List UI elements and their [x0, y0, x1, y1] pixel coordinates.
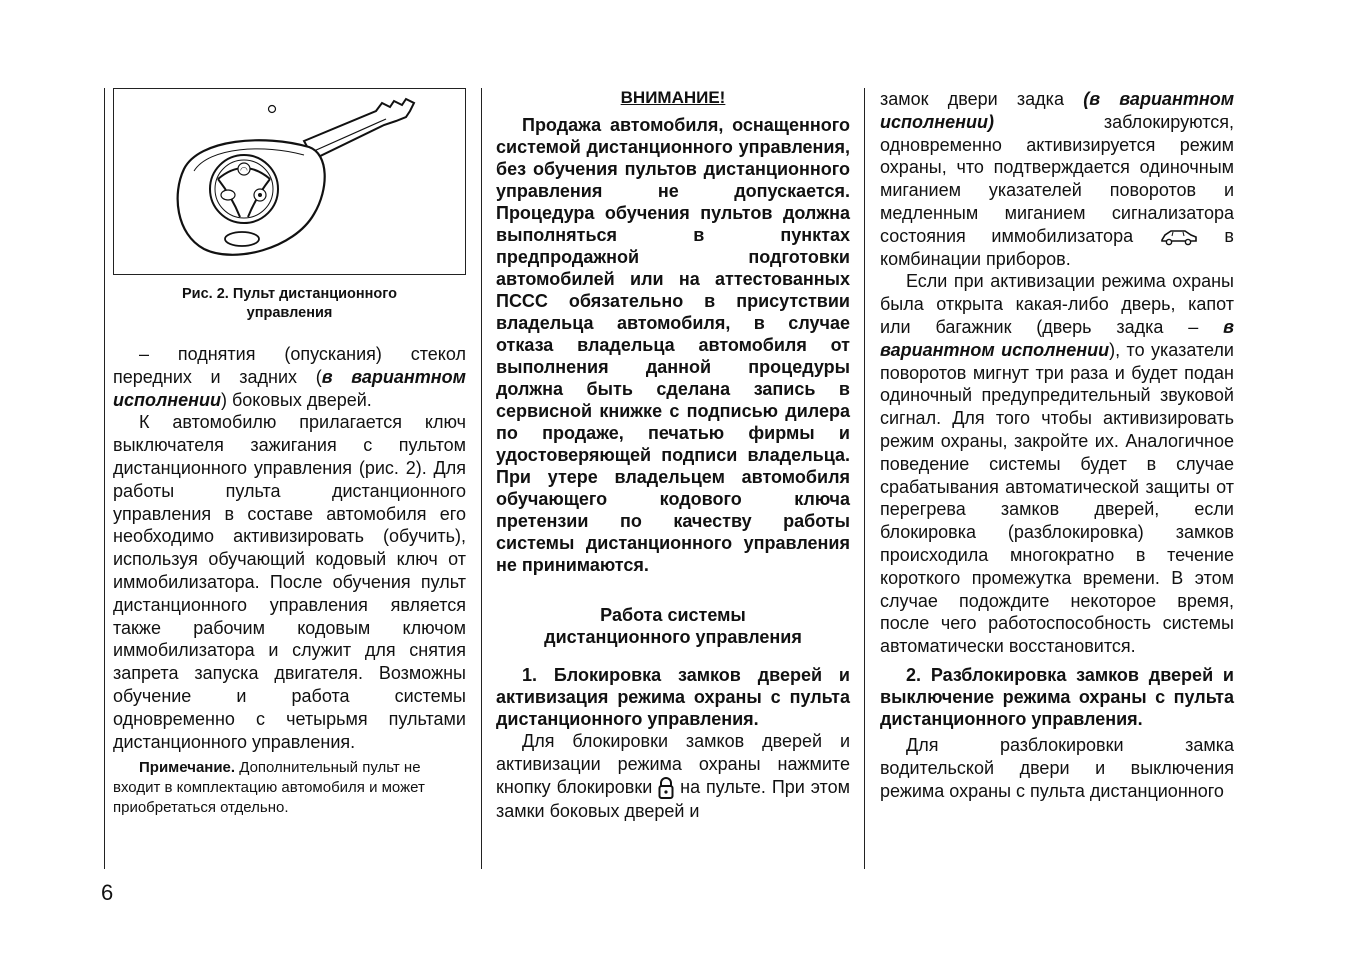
section-title — [496, 604, 850, 648]
section-title-line1: Работа системы — [600, 605, 746, 625]
attention-text: Продажа автомобиля, оснащенного системой дистанционного управления, без обучения пультов дистанционного управления не допускается. Процедура обучения пультов должна выполняться в пунктах предпродажной подготовки автомобилей или на аттестованных ПССС обязательно в присутствии владельца автомобиля, в случае отказа владельца автомобиля от выполнения данной процедуры должна быть сделана запись в сервисной книжке с подписью дилера по продаже, печатью фирмы и удостоверяющей подписи владельца. При утере владельцем автомобиля обучающего кодового ключа претензии по качеству работы системы дистанционного управления не принимаются. — [496, 115, 850, 575]
figure-caption-line2: управления — [246, 305, 333, 321]
figure-remote-control — [113, 88, 466, 275]
note-text: Дополнительный пульт не входит в комплектацию автомобиля и может приобретаться отдельно. — [113, 759, 425, 817]
svg-text:◠: ◠ — [240, 166, 248, 176]
subhead-unlocking: 2. Разблокировка замков дверей и выключение режима охраны с пульта дистанционного управления. — [880, 664, 1234, 729]
column-1 — [113, 88, 466, 868]
column-rule-1 — [481, 88, 482, 869]
paragraph-locking: Для блокировки замков дверей и активизации режима охраны нажмите кнопку блокировки на пульте. При этом замки боковых дверей и — [496, 731, 850, 821]
paragraph-open-door: Если при активизации режима охраны была открыта какая-либо дверь, капот или багажник (дверь задка – в вариантном исполнении), то указатели поворотов мигнут три раза и будет подан одиночный предупредительный звуковой сигнал. Для того чтобы активизировать режим охраны, закройте их. Аналогичное поведение системы будет в случае срабатывания автоматической защиты от перегрева замков дверей, если блокировка (разблокировка) замков происходила многократно в течение короткого промежутка времени. В этом случае подождите некоторое время, после чего работоспособность системы автоматически восстановится. — [880, 271, 1234, 657]
remote-key-illustration — [114, 89, 464, 273]
attention-title: ВНИМАНИЕ! — [620, 88, 726, 107]
attention-block — [496, 88, 850, 576]
paragraph-unlocking: Для разблокировки замка водительской двери и выключения режима охраны с пульта дистанционного — [880, 734, 1234, 801]
lock-button-icon — [658, 776, 674, 800]
subhead-locking: 1. Блокировка замков дверей и активизация режима охраны с пульта дистанционного управления. — [496, 665, 850, 729]
section-title-line2: дистанционного управления — [544, 627, 802, 647]
column-rule-left — [104, 88, 105, 869]
paragraph-key-info: К автомобилю прилагается ключ выключателя зажигания с пультом дистанционного управления (рис. 2). Для работы пульта дистанционного управления в составе автомобиля его необходимо активизировать (обучить), используя обучающий кодовый ключ от иммобилизатора. После обучения пульт дистанционного управления является также рабочим кодовым ключом иммобилизатора и служит для снятия запрета запуска двигателя. Возможны обучение и работа системы одновременно с четырьмя пультами дистанционного управления. — [113, 412, 466, 752]
note-label: Примечание. — [139, 759, 236, 777]
column-2 — [496, 88, 850, 868]
paragraph-window-lifts: – поднятия (опускания) стекол передних и задних (в вариантном исполнении) боковых дверей. — [113, 344, 466, 410]
column-rule-2 — [864, 88, 865, 869]
note-paragraph — [113, 758, 466, 818]
column-3 — [880, 88, 1234, 868]
figure-caption-line1: Рис. 2. Пульт дистанционного — [182, 286, 397, 302]
paragraph-security-on: замок двери задка (в вариантном исполнении) заблокируются, одновременно активизируется режим охраны, что подтверждается одиночным миганием указателей поворотов и медленным миганием сигнализатора состояния иммобилизатора в комбинации приборов. — [880, 89, 1235, 269]
car-immobilizer-icon — [1159, 228, 1199, 246]
figure-caption — [113, 285, 466, 323]
page-number: 6 — [101, 880, 114, 905]
